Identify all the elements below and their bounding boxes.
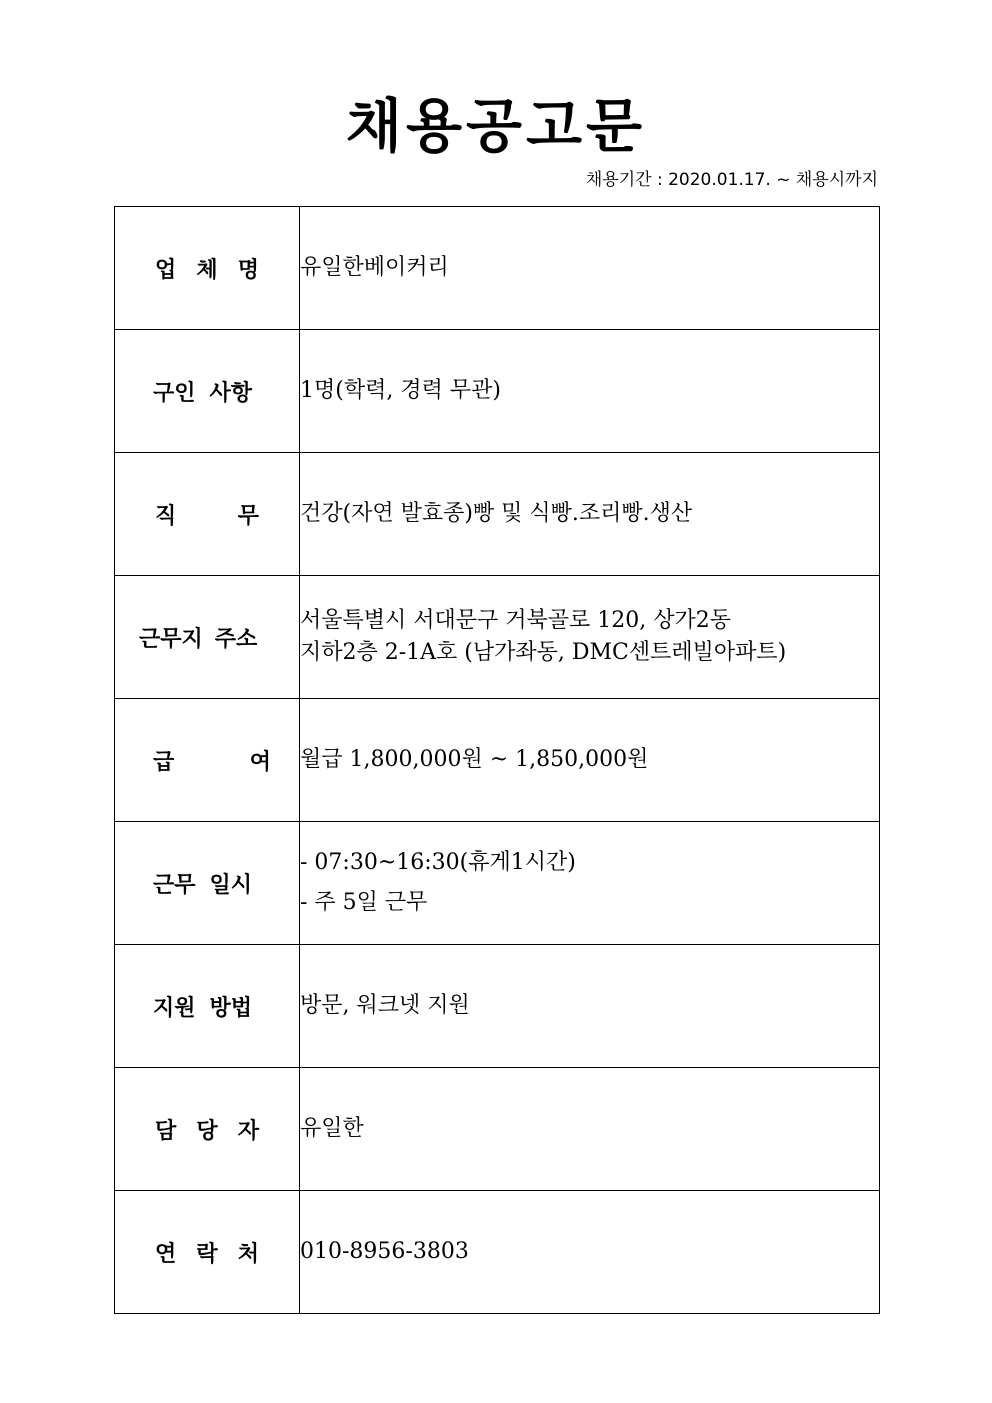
label-phone: 연 락 처: [115, 1191, 300, 1314]
label-contact-person: 담 당 자: [115, 1068, 300, 1191]
value-company-name: 유일한베이커리: [300, 207, 880, 330]
value-phone: 010-8956-3803: [300, 1191, 880, 1314]
value-contact-person: 유일한: [300, 1068, 880, 1191]
table-row-company: [115, 207, 880, 330]
value-requirements: 1명(학력, 경력 무관): [300, 330, 880, 453]
table-row-job: [115, 453, 880, 576]
table-row-salary: [115, 699, 880, 822]
table-row-phone: [115, 1191, 880, 1314]
label-work-hours: 근무 일시: [115, 822, 300, 945]
value-address: 서울특별시 서대문구 거북골로 120, 상가2동 지하2층 2-1A호 (남가좌동, DMC센트레빌아파트): [300, 576, 880, 699]
recruitment-period: 채용기간 : 2020.01.17. ~ 채용시까지: [585, 170, 878, 190]
value-salary: 월급 1,800,000원 ~ 1,850,000원: [300, 699, 880, 822]
label-company-name: 업 체 명: [115, 207, 300, 330]
page-title: 채용공고문: [345, 92, 647, 160]
label-apply-method: 지원 방법: [115, 945, 300, 1068]
label-address: 근무지 주소: [115, 576, 300, 699]
label-salary: 급 여: [115, 699, 300, 822]
label-job: 직 무: [115, 453, 300, 576]
table-row-contact-person: [115, 1068, 880, 1191]
table-row-requirements: [115, 330, 880, 453]
value-apply-method: 방문, 워크넷 지원: [300, 945, 880, 1068]
table-row-apply-method: [115, 945, 880, 1068]
value-job: 건강(자연 발효종)빵 및 식빵.조리빵.생산: [300, 453, 880, 576]
table-row-work-hours: [115, 822, 880, 945]
value-work-hours: - 07:30~16:30(휴게1시간) - 주 5일 근무: [300, 822, 880, 945]
recruitment-info-table: [114, 206, 880, 1314]
label-requirements: 구인 사항: [115, 330, 300, 453]
table-row-address: [115, 576, 880, 699]
